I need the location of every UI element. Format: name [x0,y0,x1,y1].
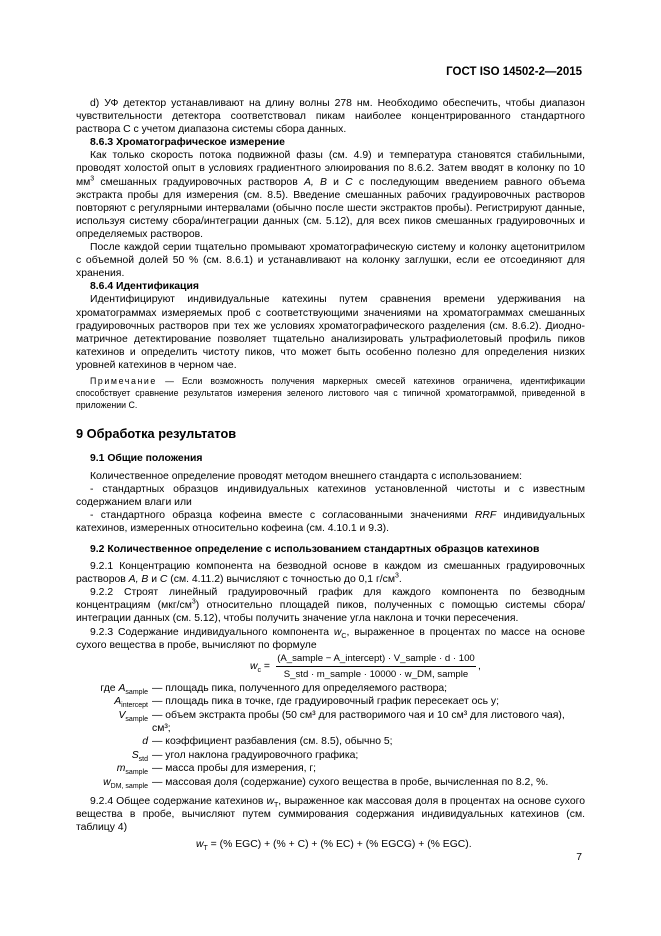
document-header: ГОСТ ISO 14502-2—2015 [446,66,582,78]
paragraph-9-2-2: 9.2.2 Строят линейный градуировочный график для каждого компонента по безводным концентрациям $(мкг/см^3)$ относительно площадей пиков, полученных с помощью системы сбора/интеграции данных (см. 5.12), чтобы получить значение угла наклона и точки пересечения. [76,587,585,625]
heading-9-1: 9.1 Общие положения [90,453,203,465]
definition-text: — массовая доля (содержание) сухого вещества в пробе, вычисленная по 8.2, %. [152,776,549,788]
heading-8-6-3: 8.6.3 Хроматографическое измерение [90,137,285,149]
definition-symbol: где $A_{sample}$ [100,682,148,696]
definition-row [76,709,585,736]
definition-text: — угол наклона градуировочного графика; [152,749,359,761]
formula-numerator: (A_sample − A_intercept) · V_sample · d · 100 [277,652,475,664]
text-column [76,97,585,851]
heading-9-2: 9.2 Количественное определение с использованием стандартных образцов катехинов [90,544,540,556]
heading-8-6-4: 8.6.4 Идентификация [90,281,199,293]
definition-text: — масса пробы для измерения, г; [152,763,317,775]
definition-text: — площадь пика, полученного для определяемого раствора; [152,682,448,694]
note: Примечание — Если возможность получения маркерных смесей катехинов ограничена, идентификации способствует сравнение результатов измерения зеленого листового чая с типичной хроматограммой, приведенной в приложении С. [76,375,585,410]
definition-row [76,749,585,762]
definition-row [76,735,585,748]
paragraph-8-6-4: Идентифицируют индивидуальные катехины путем сравнения времени удерживания на хроматограммах измеряемых проб с соответствующими значениями на хроматограммах смешанных градуировочных растворов при тех же условиях хроматографического разделения (см. 8.6.2). Диодно-матричное детектирование позволяет тщательно анализировать ультрафиолетовый профиль пиков катехинов и определить чистоту пиков, что может быть особенно полезно для определения низких уровней катехинов в черном чае. [76,294,585,371]
definition-row [76,776,585,789]
definition-symbol: $A_{intercept}$ [114,696,148,710]
paragraph-9-1-3: - стандартного образца кофеина вместе с согласованными значениями RRF индивидуальных катехинов, измеренных относительно кофеина (см. 4.10.1 и 9.3). [76,509,585,534]
formula-denominator: S_std · m_sample · 10000 · w_DM, sample [283,668,469,680]
paragraph-8-6-3-1: Как только скорость потока подвижной фазы (см. 4.9) и температура становятся стабильными, проводят холостой опыт в условиях градиентного элюирования по 8.6.2. Затем вводят в колонку по 10 $мм^3$ смешанных градуировочных растворов А, В и С с последующим введением равного объема экстракта пробы для измерения (см. 8.5). Введение смешанных рабочих градуировочных растворов повторяют с регулярными интервалами (обычно после шести экстрактов пробы). Регистрируют данные, используя систему сбора/интеграции данных (см. 5.12), для всех пиков смешанных градуировочных и определяемых растворов. [76,150,585,240]
variable-definitions [76,682,585,789]
paragraph-9-2-3: 9.2.3 Содержание индивидуального компонента $w_C$, выраженное в процентах по массе на основе сухого вещества в пробе, вычисляют по формуле [76,626,585,651]
definition-symbol: d [142,736,148,748]
definition-symbol: $V_{sample}$ [118,709,148,723]
heading-section-9: 9 Обработка результатов [76,426,237,442]
paragraph-9-2-1: 9.2.1 Концентрацию компонента на безводной основе в каждом из смешанных градуировочных растворов А, В и С (см. 4.11.2) вычисляют с точностью до 0,1 $г/см^3$. [76,561,585,586]
definition-text: — объем экстракта пробы (50 см³ для растворимого чая и 10 см³ для листового чая), см³; [152,709,565,734]
paragraph-9-1-2: - стандартных образцов индивидуальных катехинов установленной чистоты и с известным содержанием влаги или [76,483,585,508]
definition-symbol: $m_{sample}$ [116,763,148,777]
formula-w-c: $w_c$ = (A_sample − A_intercept) · V_sample · d · 100 S_std · m_sample · 10000 · w_DM, sample , [250,652,481,680]
formula-lhs: $w_c$ = [250,660,270,674]
definition-row [76,762,585,775]
page-number: 7 [576,852,582,863]
definition-symbol: $S_{std}$ [131,749,148,763]
formula-w-t: $w_T$ = (% EGC) + (% + C) + (% EC) + (% EGCG) + (% EGC). [196,839,472,853]
definition-row [76,695,585,708]
definition-row [76,682,585,695]
definition-text: — площадь пика в точке, где градуировочный график пересекает ось y; [152,696,499,708]
paragraph-8-6-3-2: После каждой серии тщательно промывают хроматографическую систему и колонку ацетонитрилом с объемной долей 50 % (см. 8.6.1) и устанавливают на колонку заглушки, если ее отсоединяют для хранения. [76,242,585,280]
fraction-bar [276,666,476,667]
definition-symbol: $w_{DM, sample}$ [103,776,148,790]
definition-text: — коэффициент разбавления (см. 8.5), обычно 5; [152,736,393,748]
paragraph-9-2-4: 9.2.4 Общее содержание катехинов $w_T$, выраженное как массовая доля в процентах на основе сухого вещества в пробе, вычисляют путем суммирования содержания индивидуальных катехинов (см. таблицу 4) [76,796,585,834]
paragraph-d: d) УФ детектор устанавливают на длину волны 278 нм. Необходимо обеспечить, чтобы диапазон чувствительности детектора соответствовал пикам наиболее концентрированного стандартного раствора С с учетом диапазона системы сбора данных. [76,98,585,136]
paragraph-9-1-1: Количественное определение проводят методом внешнего стандарта с использованием: [90,470,522,482]
